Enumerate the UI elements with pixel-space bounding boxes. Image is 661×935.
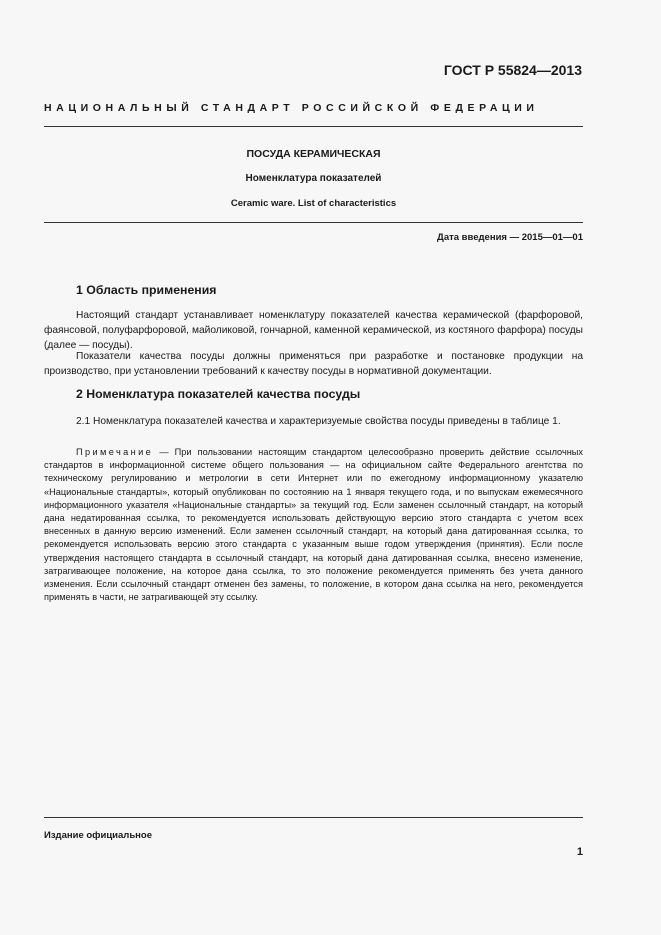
section-1-paragraph-2: Показатели качества посуды должны применяться при разработке и постановке продукции на производство, при установлении требований к качеству посуды в нормативной документации. xyxy=(44,351,583,377)
note-text: — При пользовании настоящим стандартом целесообразно проверить действие ссылочных стандартов в информационной системе общего пользования — на официальном сайте Федерального агентства по техническому регулированию и метрологии в сети Интернет или по ежегодному информационному указателю «Национальные стандарты», который опубликован по состоянию на 1 января текущего года, и по выпускам ежемесячного информационного указателя «Национальные стандарты» за текущий год. Если заменен ссылочный стандарт, на который дана недатированная ссылка, то рекомендуется использовать действующую версию этого стандарта с учетом всех внесенных в данную версию изменений. Если заменен ссылочный стандарт, на который дана датированная ссылка, то рекомендуется использовать версию этого стандарта с указанным выше годом утверждения (принятия). Если после утверждения настоящего стандарта в ссылочный стандарт, на который дана датированная ссылка, внесено изменение, затрагивающее положение, на которое дана ссылка, то это положение рекомендуется применять без учета данного изменения. Если ссылочный стандарт отменен без замены, то положение, в котором дана ссылка на него, рекомендуется применять в части, не затрагивающей эту ссылку. xyxy=(44,447,583,603)
footer-divider xyxy=(44,817,583,818)
section-1-paragraph-1: Настоящий стандарт устанавливает номенклатуру показателей качества керамической (фарфоровой, фаянсовой, полуфарфоровой, майоликовой, гончарной, каменной керамической, из костяного фарфора) посуды (далее — посуды). xyxy=(44,310,583,351)
introduction-date: Дата введения — 2015—01—01 xyxy=(437,232,583,243)
gost-code: ГОСТ Р 55824—2013 xyxy=(443,62,582,78)
note-block xyxy=(44,446,583,604)
section-2-paragraph-1: 2.1 Номенклатура показателей качества и характеризуемые свойства посуды приведены в таблице 1. xyxy=(76,416,561,427)
document-subtitle: Номенклатура показателей xyxy=(245,173,382,184)
section-1-heading: 1 Область применения xyxy=(76,283,217,297)
top-divider xyxy=(44,126,583,127)
title-divider xyxy=(44,222,583,223)
page-number: 1 xyxy=(576,846,583,858)
note-label: Примечание xyxy=(76,447,154,457)
edition-label: Издание официальное xyxy=(44,830,152,841)
section-2-heading: 2 Номенклатура показателей качества посуды xyxy=(76,387,361,401)
english-title: Ceramic ware. List of characteristics xyxy=(230,198,397,209)
national-standard-banner: НАЦИОНАЛЬНЫЙ СТАНДАРТ РОССИЙСКОЙ ФЕДЕРАЦИИ xyxy=(44,102,539,114)
document-title: ПОСУДА КЕРАМИЧЕСКАЯ xyxy=(246,148,381,160)
